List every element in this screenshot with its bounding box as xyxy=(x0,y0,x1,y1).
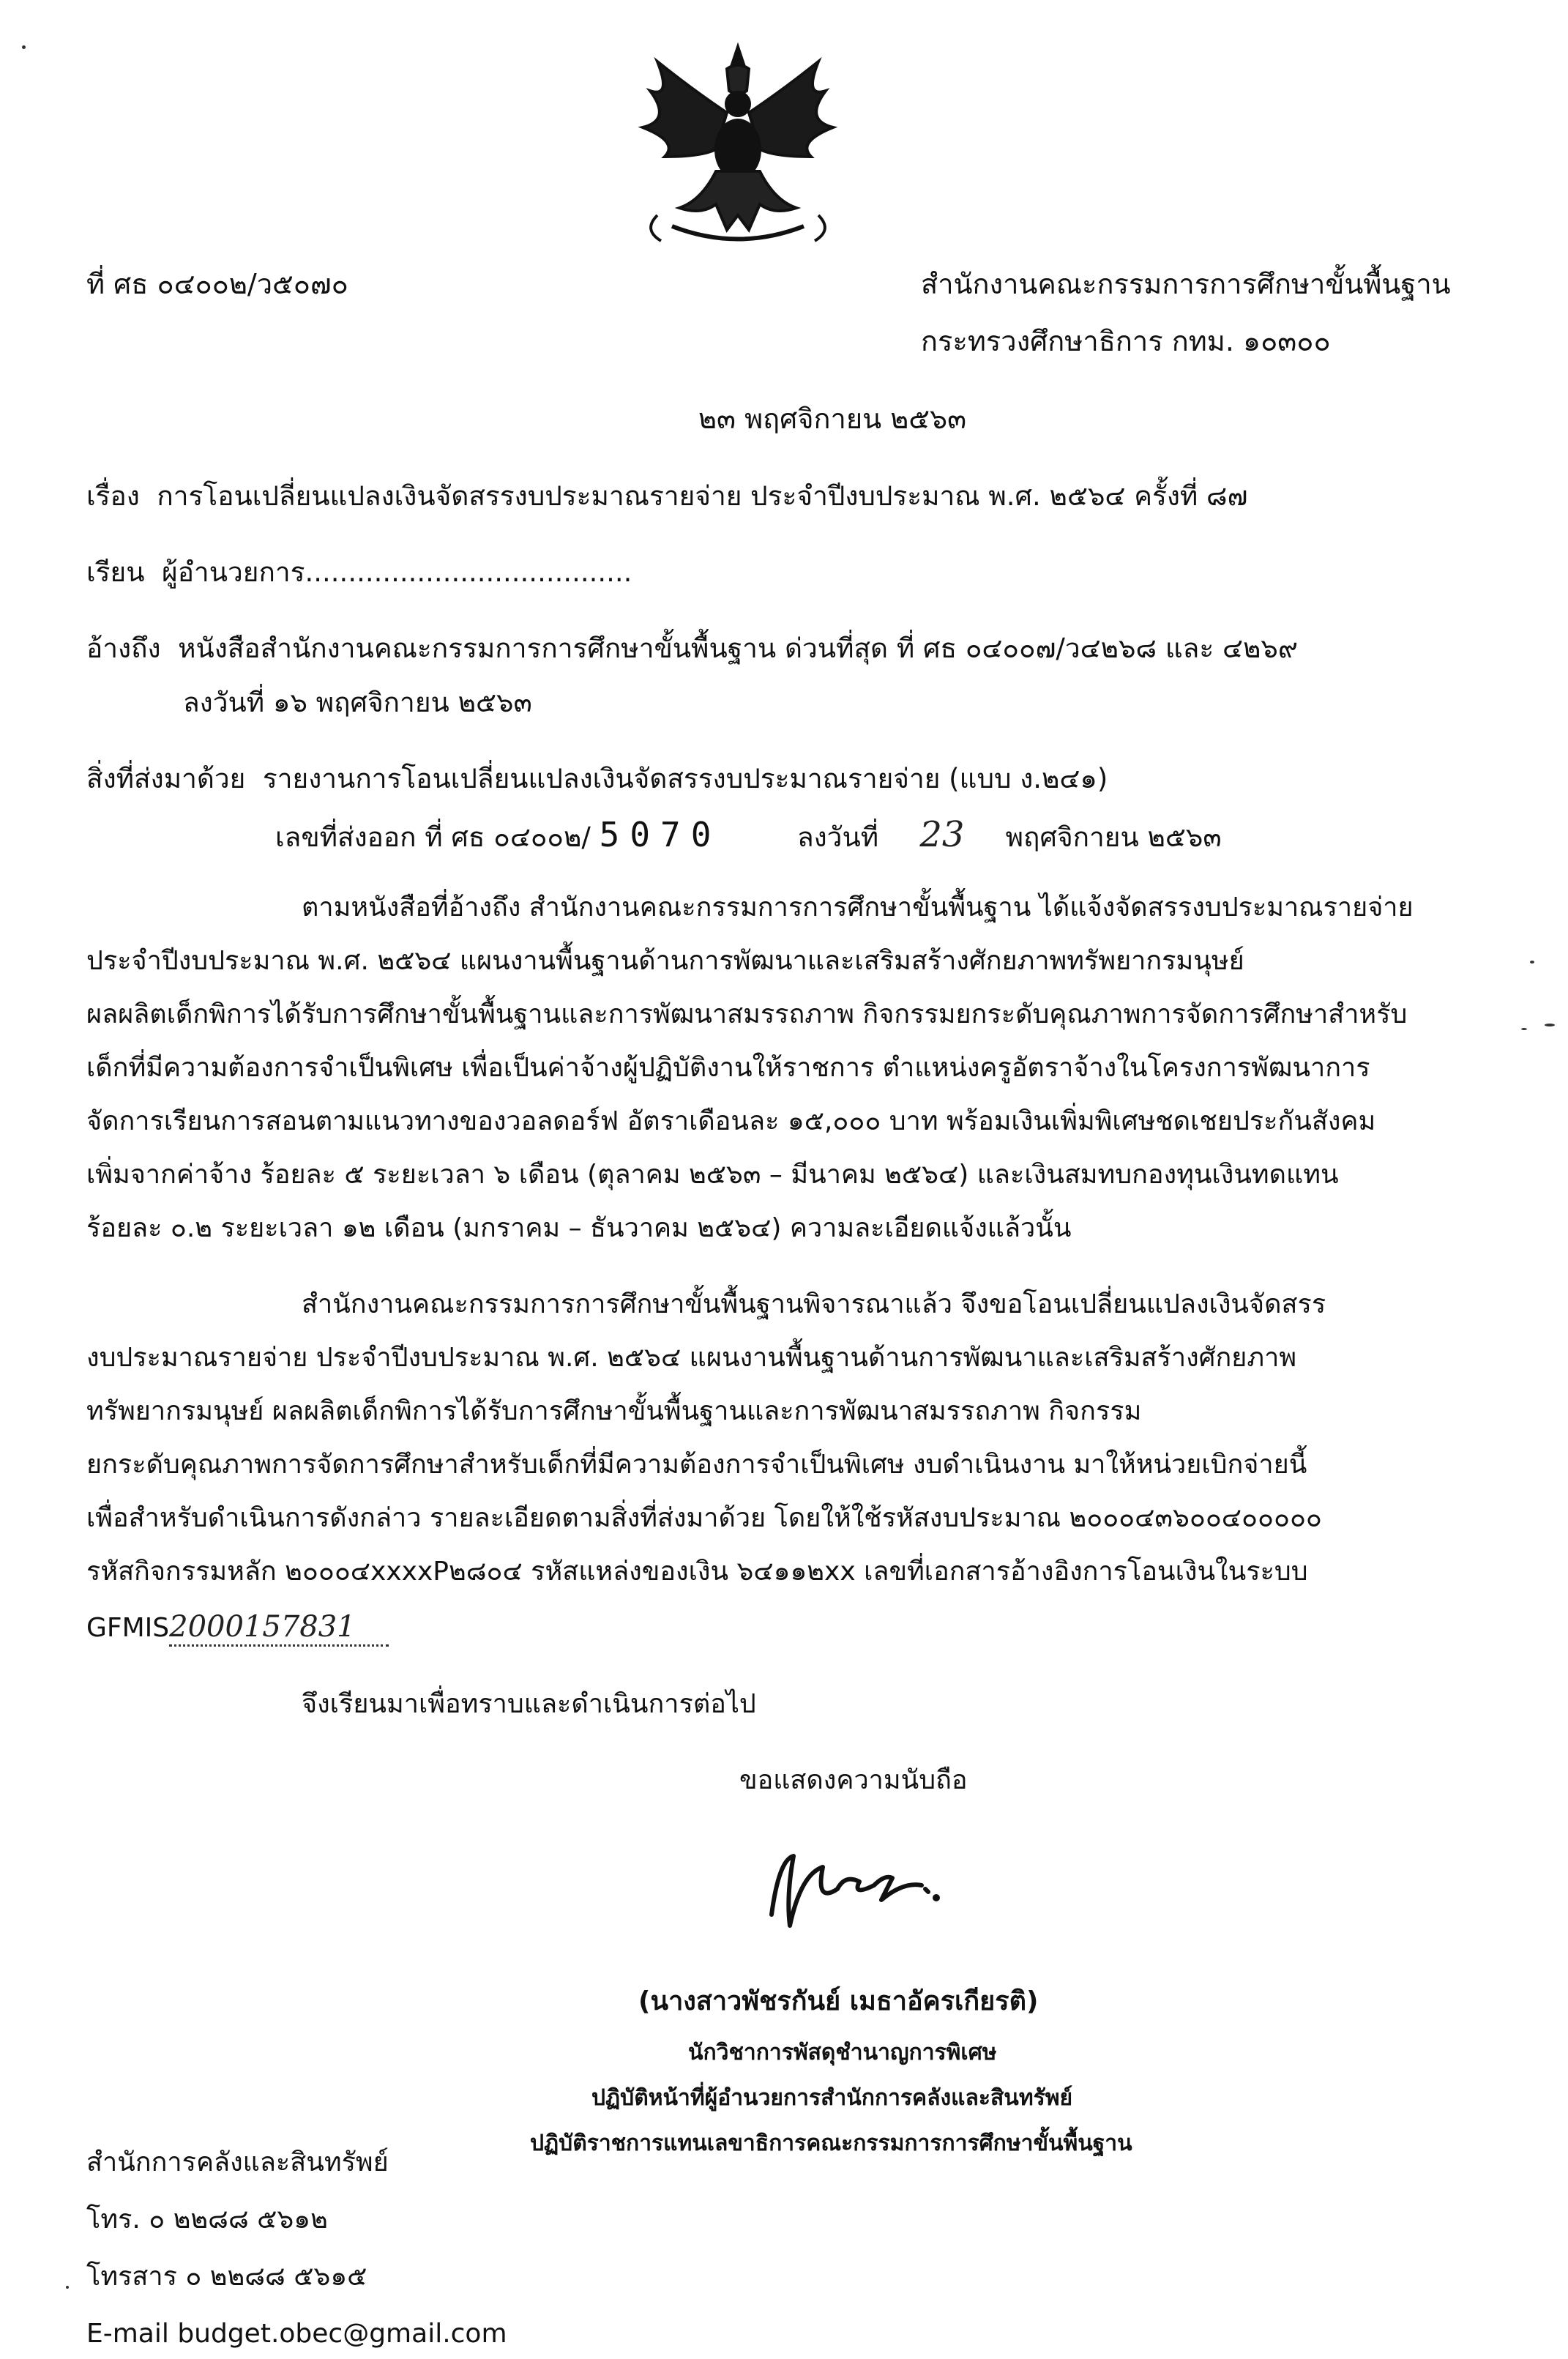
enclosure-date-label: ลงวันที่ xyxy=(796,821,879,853)
reference-label: อ้างถึง xyxy=(86,633,161,664)
para1-line-7: ร้อยละ ๐.๒ ระยะเวลา ๑๒ เดือน (มกราคม – ธันวาคม ๒๕๖๔) ความละเอียดแจ้งแล้วนั้น xyxy=(86,1213,1072,1243)
footer-office: สำนักการคลังและสินทรัพย์ xyxy=(86,2147,389,2177)
reference-text-1: หนังสือสำนักงานคณะกรรมการการศึกษาขั้นพื้นฐาน ด่วนที่สุด ที่ ศธ ๐๔๐๐๗/ว๔๒๖๘ และ ๔๒๖๙ xyxy=(178,633,1298,664)
para1-line-3: ผลผลิตเด็กพิการได้รับการศึกษาขั้นพื้นฐานและการพัฒนาสมรรถภาพ กิจกรรมยกระดับคุณภาพการจัดการศึกษาสำหรับ xyxy=(86,999,1408,1029)
para2-line-6: รหัสกิจกรรมหลัก ๒๐๐๐๔xxxxP๒๘๐๔ รหัสแหล่งของเงิน ๖๔๑๑๒xx เลขที่เอกสารอ้างอิงการโอนเงินในระบบ xyxy=(86,1557,1308,1587)
signatory-title-2: ปฏิบัติหน้าที่ผู้อำนวยการสำนักการคลังและสินทรัพย์ xyxy=(591,2085,1073,2111)
signatory-title-3: ปฏิบัติราชการแทนเลขาธิการคณะกรรมการการศึกษาขั้นพื้นฐาน xyxy=(530,2131,1132,2156)
closing-text: จึงเรียนมาเพื่อทราบและดำเนินการต่อไป xyxy=(302,1689,756,1719)
recipient-label: เรียน xyxy=(86,556,145,588)
footer-email: E-mail budget.obec@gmail.com xyxy=(86,2319,507,2349)
garuda-emblem xyxy=(628,40,848,259)
subject-line xyxy=(86,480,1247,513)
org-name: สำนักงานคณะกรรมการการศึกษาขั้นพื้นฐาน xyxy=(921,268,1451,300)
scan-speck xyxy=(1545,1024,1555,1026)
enclosure-line xyxy=(86,763,1108,795)
recipient-text: ผู้อำนวยการ...................................... xyxy=(162,556,632,588)
regards-text: ขอแสดงความนับถือ xyxy=(739,1765,968,1795)
subject-label: เรื่อง xyxy=(86,480,140,512)
para2-line-3: ทรัพยากรมนุษย์ ผลผลิตเด็กพิการได้รับการศึกษาขั้นพื้นฐานและการพัฒนาสมรรถภาพ กิจกรรม xyxy=(86,1396,1142,1426)
signature-mark xyxy=(757,1845,962,1940)
subject-text: การโอนเปลี่ยนแปลงเงินจัดสรรงบประมาณรายจ่าย ประจำปีงบประมาณ พ.ศ. ๒๕๖๔ ครั้งที่ ๘๗ xyxy=(157,480,1248,512)
recipient-line xyxy=(86,556,632,589)
document-number: ที่ ศธ ๐๔๐๐๒/ว๕๐๗๐ xyxy=(86,268,348,300)
gfmis-number: 2000157831 xyxy=(169,1609,389,1647)
para2-line-2: งบประมาณรายจ่าย ประจำปีงบประมาณ พ.ศ. ๒๕๖๔ แผนงานพื้นฐานด้านการพัฒนาและเสริมสร้างศักยภาพ xyxy=(86,1343,1297,1373)
org-address: กระทรวงศึกษาธิการ กทม. ๑๐๓๐๐ xyxy=(921,325,1331,357)
enclosure-prefix: เลขที่ส่งออก ที่ ศธ ๐๔๐๐๒/ xyxy=(275,821,591,853)
para2-line-4: ยกระดับคุณภาพการจัดการศึกษาสำหรับเด็กที่มีความต้องการจำเป็นพิเศษ งบดำเนินงาน มาให้หน่วยเบิกจ่ายนี้ xyxy=(86,1450,1307,1480)
enclosure-line-2 xyxy=(275,814,1222,857)
signatory-title-1: นักวิชาการพัสดุชำนาญการพิเศษ xyxy=(688,2040,997,2065)
enclosure-label: สิ่งที่ส่งมาด้วย xyxy=(86,763,246,794)
outgoing-day: 23 xyxy=(919,814,965,855)
gfmis-label: GFMIS xyxy=(86,1613,170,1643)
enclosure-month: พฤศจิกายน ๒๕๖๓ xyxy=(1005,821,1222,853)
scan-speck xyxy=(22,45,26,49)
reference-text-2: ลงวันที่ ๑๖ พฤศจิกายน ๒๕๖๓ xyxy=(183,687,532,718)
para1-line-4: เด็กที่มีความต้องการจำเป็นพิเศษ เพื่อเป็นค่าจ้างผู้ปฏิบัติงานให้ราชการ ตำแหน่งครูอัตราจ้างในโครงการพัฒนาการ xyxy=(86,1053,1370,1083)
scan-speck xyxy=(1521,1028,1527,1030)
scan-speck xyxy=(66,2286,69,2289)
para1-line-2: ประจำปีงบประมาณ พ.ศ. ๒๕๖๔ แผนงานพื้นฐานด้านการพัฒนาและเสริมสร้างศักยภาพทรัพยากรมนุษย์ xyxy=(86,946,1244,976)
gfmis-line xyxy=(86,1609,389,1647)
para1-line-5: จัดการเรียนการสอนตามแนวทางของวอลดอร์ฟ อัตราเดือนละ ๑๕,๐๐๐ บาท พร้อมเงินเพิ่มพิเศษชดเชยประกันสังคม xyxy=(86,1106,1376,1136)
reference-line xyxy=(86,633,1298,665)
enclosure-text-1: รายงานการโอนเปลี่ยนแปลงเงินจัดสรรงบประมาณรายจ่าย (แบบ ง.๒๔๑) xyxy=(262,763,1108,794)
footer-fax: โทรสาร ๐ ๒๒๘๘ ๕๖๑๕ xyxy=(86,2262,367,2292)
para1-line-1: ตามหนังสือที่อ้างถึง สำนักงานคณะกรรมการการศึกษาขั้นพื้นฐาน ได้แจ้งจัดสรรงบประมาณรายจ่าย xyxy=(302,892,1414,923)
para2-line-5: เพื่อสำหรับดำเนินการดังกล่าว รายละเอียดตามสิ่งที่ส่งมาด้วย โดยให้ใช้รหัสงบประมาณ ๒๐๐๐๔๓๖๐๐๔๐๐๐๐๐ xyxy=(86,1503,1322,1533)
footer-tel: โทร. ๐ ๒๒๘๘ ๕๖๑๒ xyxy=(86,2205,328,2235)
outgoing-number: 5070 xyxy=(599,815,722,854)
document-date: ๒๓ พฤศจิกายน ๒๕๖๓ xyxy=(698,403,967,435)
para1-line-6: เพิ่มจากค่าจ้าง ร้อยละ ๕ ระยะเวลา ๖ เดือน (ตุลาคม ๒๕๖๓ – มีนาคม ๒๕๖๔) และเงินสมทบกองทุนเงินทดแทน xyxy=(86,1160,1339,1190)
para2-line-1: สำนักงานคณะกรรมการการศึกษาขั้นพื้นฐานพิจารณาแล้ว จึงขอโอนเปลี่ยนแปลงเงินจัดสรร xyxy=(302,1289,1326,1319)
signatory-name: (นางสาวพัชรกันย์ เมธาอัครเกียรติ) xyxy=(638,1986,1039,2016)
scan-speck xyxy=(1530,961,1534,964)
